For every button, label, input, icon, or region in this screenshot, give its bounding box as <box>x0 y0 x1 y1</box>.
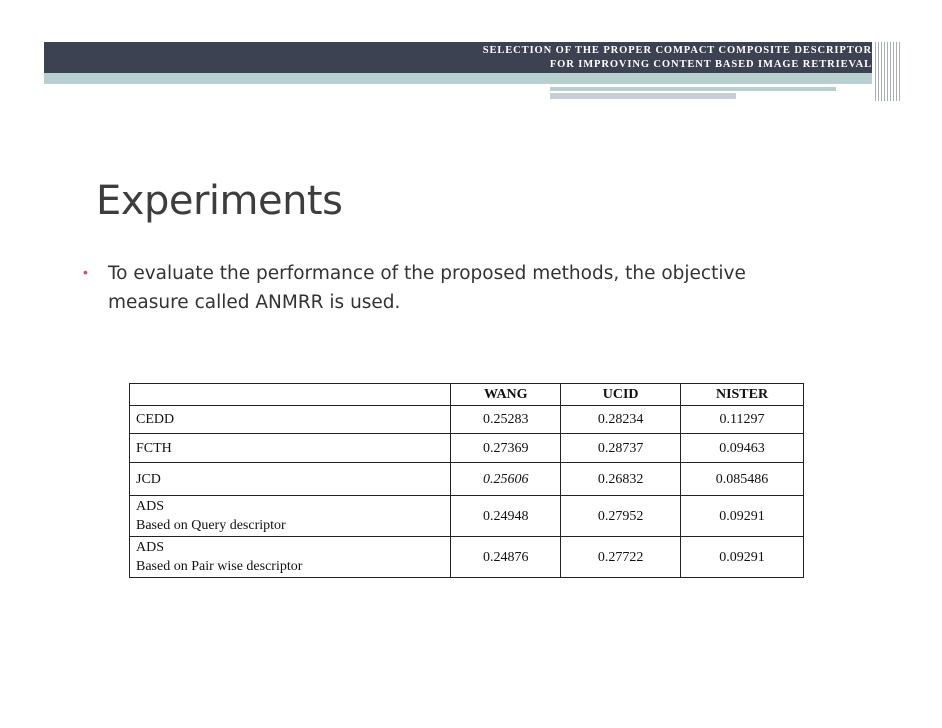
table-row <box>130 463 804 496</box>
table-row <box>130 537 804 578</box>
table-header-row <box>130 384 804 406</box>
row-label: FCTH <box>130 434 451 463</box>
table-row <box>130 434 804 463</box>
cell-value: 0.25283 <box>451 406 561 434</box>
row-label-main: ADS <box>136 499 165 514</box>
table-row <box>130 406 804 434</box>
row-label <box>130 496 451 537</box>
header-accent-band <box>44 73 872 84</box>
cell-value: 0.27722 <box>561 537 681 578</box>
row-label: JCD <box>130 463 451 496</box>
bullet-text-line2: measure called ANMRR is used. <box>108 292 401 313</box>
cell-value: 0.09291 <box>681 537 804 578</box>
header-accent-line-gray <box>550 93 736 99</box>
row-label: CEDD <box>130 406 451 434</box>
header-stripes <box>875 42 901 101</box>
header-cell-nister: NISTER <box>681 384 804 406</box>
row-label-sub: Based on Pair wise descriptor <box>136 559 303 574</box>
results-table <box>129 383 804 578</box>
header-cell-wang: WANG <box>451 384 561 406</box>
cell-value: 0.28234 <box>561 406 681 434</box>
header-title <box>483 44 872 71</box>
cell-value: 0.24948 <box>451 496 561 537</box>
cell-value: 0.085486 <box>681 463 804 496</box>
bullet-text <box>108 259 868 317</box>
row-label-main: ADS <box>136 540 165 555</box>
header-cell-ucid: UCID <box>561 384 681 406</box>
row-label <box>130 537 451 578</box>
header-accent-line <box>550 87 836 91</box>
cell-value: 0.11297 <box>681 406 804 434</box>
cell-value: 0.09291 <box>681 496 804 537</box>
cell-value: 0.24876 <box>451 537 561 578</box>
header-title-line2: FOR IMPROVING CONTENT BASED IMAGE RETRIEVAL <box>549 58 872 70</box>
bullet-text-line1: To evaluate the performance of the proposed methods, the objective <box>108 263 746 284</box>
slide-title: Experiments <box>96 178 343 224</box>
cell-value: 0.09463 <box>681 434 804 463</box>
cell-value: 0.26832 <box>561 463 681 496</box>
cell-value: 0.27369 <box>451 434 561 463</box>
cell-value: 0.28737 <box>561 434 681 463</box>
bullet-icon: • <box>83 264 88 280</box>
header-title-line1: SELECTION OF THE PROPER COMPACT COMPOSITE DESCRIPTOR <box>482 45 872 56</box>
header-cell-empty <box>130 384 451 406</box>
row-label-sub: Based on Query descriptor <box>136 518 286 533</box>
table-row <box>130 496 804 537</box>
cell-value: 0.27952 <box>561 496 681 537</box>
cell-value: 0.25606 <box>451 463 561 496</box>
